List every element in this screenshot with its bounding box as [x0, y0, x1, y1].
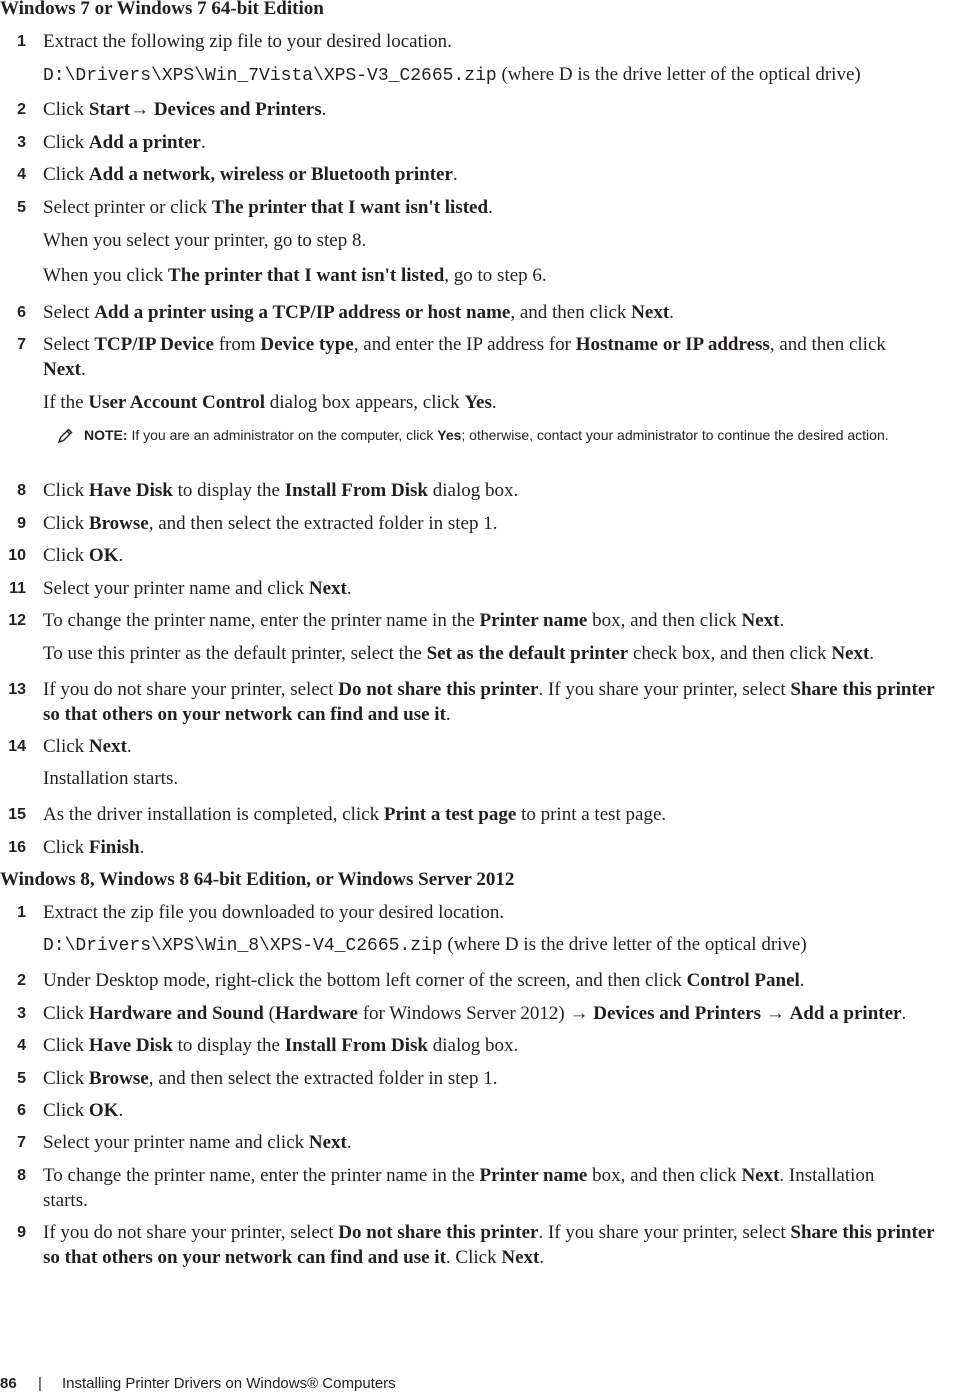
text-fragment: Click [43, 736, 89, 757]
step-text [43, 803, 666, 827]
text-fragment: . [80, 359, 86, 380]
step-text [43, 1067, 497, 1091]
text-fragment: . [869, 643, 875, 664]
step-text [43, 678, 935, 702]
step-number: 5 [17, 199, 26, 216]
bold-ui-term: The printer that I want isn't listed [211, 197, 489, 218]
step-number: 1 [17, 33, 26, 50]
bold-ui-term: Finish [88, 837, 140, 858]
step-number: 6 [17, 1102, 26, 1119]
text-fragment: As the driver installation is completed, click [43, 804, 384, 825]
text-fragment: , and then click [510, 302, 632, 323]
text-fragment: . [669, 302, 674, 323]
text-fragment: To change the printer name, enter the printer name in the [43, 1165, 480, 1186]
text-fragment: . [779, 610, 785, 631]
step-text [43, 1221, 935, 1245]
step-number: 8 [17, 482, 26, 499]
text-fragment: . [321, 99, 327, 120]
page-number: 86 [0, 1375, 17, 1392]
bold-ui-term: Next [741, 1165, 780, 1186]
step-text: Extract the following zip file to your desired location. [43, 31, 452, 52]
text-fragment: . Click [445, 1247, 502, 1268]
step-number: 14 [8, 738, 26, 755]
text-fragment: If you are an administrator on the computer, click [127, 427, 438, 443]
bold-ui-term: Do not share this printer [338, 679, 539, 700]
path-note: (where D is the drive letter of the optical drive) [442, 934, 807, 955]
bold-ui-term: Next [43, 359, 81, 380]
bold-ui-term: The printer that I want isn't listed [168, 265, 445, 286]
bold-ui-term: Share this printer [790, 1222, 935, 1243]
step-text [43, 1002, 906, 1026]
bold-ui-term: so that others on your network can find and use it [43, 704, 446, 725]
text-fragment: Click [43, 1035, 89, 1056]
step-text: Installation starts. [43, 768, 179, 789]
text-fragment: . [539, 1247, 545, 1268]
bold-ui-term: Devices and Printers [593, 1003, 762, 1024]
bold-ui-term: User Account Control [88, 392, 265, 413]
bold-ui-term: Next [88, 736, 127, 757]
text-fragment: . [452, 164, 458, 185]
text-fragment: Select [43, 334, 95, 355]
bold-ui-term: Next [308, 578, 347, 599]
bold-ui-term: Add a printer using a TCP/IP address or host name [94, 302, 511, 323]
bold-ui-term: Add a network, wireless or Bluetooth printer [88, 164, 453, 185]
bold-ui-term: Hardware [274, 1003, 358, 1024]
text-fragment: , and then select the extracted folder in step 1. [148, 513, 498, 534]
text-fragment: Select [43, 302, 95, 323]
text-fragment: Click [43, 545, 89, 566]
step-number: 1 [17, 904, 26, 921]
step-text [43, 1099, 123, 1123]
text-fragment: To change the printer name, enter the printer name in the [43, 610, 480, 631]
page-footer [0, 1372, 967, 1396]
text-fragment: Under Desktop mode, right-click the bottom left corner of the screen, and then click [43, 970, 687, 991]
text-fragment: . [118, 1100, 124, 1121]
bold-ui-term: Control Panel [686, 970, 800, 991]
step-text [43, 512, 497, 536]
text-fragment: . [799, 970, 805, 991]
text-fragment: If you do not share your printer, select [43, 679, 339, 700]
step-text [43, 933, 807, 958]
step-text [43, 1034, 518, 1058]
bold-ui-term: Install From Disk [284, 480, 428, 501]
step-text [43, 264, 547, 288]
step-number: 10 [8, 547, 26, 564]
step-text [43, 1131, 352, 1155]
bold-ui-term: OK [88, 545, 119, 566]
step-text [43, 163, 458, 187]
text-fragment: box, and then click [587, 610, 742, 631]
step-number: 2 [17, 101, 26, 118]
bold-ui-term: Next [308, 1132, 347, 1153]
step-number: 9 [17, 515, 26, 532]
text-fragment: . [491, 392, 497, 413]
text-fragment: to print a test page. [516, 804, 667, 825]
text-fragment: Click [43, 480, 89, 501]
section-heading: Windows 8, Windows 8 64-bit Edition, or Windows Server 2012 [0, 869, 515, 890]
step-text [43, 735, 132, 759]
text-fragment: Click [43, 99, 89, 120]
text-fragment: , and then select the extracted folder in step 1. [148, 1068, 498, 1089]
note-label: NOTE: [84, 427, 128, 443]
step-text [43, 703, 451, 727]
text-fragment: , and enter the IP address for [353, 334, 576, 355]
text-fragment: → [130, 99, 154, 120]
text-fragment: Click [43, 132, 89, 153]
bold-ui-term: Share this printer [790, 679, 935, 700]
step-number: 3 [17, 134, 26, 151]
text-fragment: If the [43, 392, 89, 413]
bold-ui-term: Hostname or IP address [575, 334, 770, 355]
text-fragment: . [139, 837, 145, 858]
text-fragment: Click [43, 1003, 89, 1024]
text-fragment: . [901, 1003, 907, 1024]
bold-ui-term: Devices and Printers [153, 99, 322, 120]
bold-ui-term: Next [631, 302, 670, 323]
bold-ui-term: Browse [88, 513, 149, 534]
step-text [43, 1164, 874, 1188]
text-fragment: , go to step 6. [444, 265, 547, 286]
text-fragment: . [488, 197, 493, 218]
text-fragment: dialog box. [427, 1035, 519, 1056]
bold-ui-term: Do not share this printer [338, 1222, 539, 1243]
step-text [43, 196, 493, 220]
section-heading: Windows 7 or Windows 7 64-bit Edition [0, 0, 324, 19]
bold-ui-term: Have Disk [88, 480, 173, 501]
step-number: 2 [17, 972, 26, 989]
step-number: 7 [17, 1134, 26, 1151]
text-fragment: Click [43, 1068, 89, 1089]
step-number: 7 [17, 336, 26, 353]
text-fragment: dialog box. [427, 480, 519, 501]
bold-ui-term: Yes [437, 427, 462, 443]
bold-ui-term: Browse [88, 1068, 149, 1089]
text-fragment: . [200, 132, 206, 153]
step-text: starts. [43, 1190, 88, 1211]
bold-ui-term: Set as the default printer [426, 643, 629, 664]
text-fragment: To use this printer as the default printer, select the [43, 643, 427, 664]
text-fragment: ; otherwise, contact your administrator to continue the desired action. [461, 427, 889, 443]
text-fragment: Select printer or click [43, 197, 212, 218]
bold-ui-term: so that others on your network can find and use it [43, 1247, 446, 1268]
step-text [43, 969, 805, 993]
step-text [43, 544, 123, 568]
step-text [43, 301, 674, 325]
text-fragment: . [346, 1132, 352, 1153]
pencil-icon [56, 427, 74, 445]
step-number: 12 [8, 612, 26, 629]
text-fragment: dialog box appears, click [265, 392, 465, 413]
text-fragment: . [118, 545, 124, 566]
text-fragment: . Installation [779, 1165, 875, 1186]
bold-ui-term: OK [88, 1100, 119, 1121]
text-fragment: Click [43, 513, 89, 534]
text-fragment: . [445, 704, 451, 725]
text-fragment: . [126, 736, 132, 757]
text-fragment: from [213, 334, 261, 355]
step-text [43, 131, 206, 155]
text-fragment: . If you share your printer, select [538, 679, 791, 700]
text-fragment: Select your printer name and click [43, 1132, 309, 1153]
text-fragment: Click [43, 164, 89, 185]
bold-ui-term: Start [88, 99, 131, 120]
step-number: 4 [17, 166, 26, 183]
step-text [43, 63, 861, 88]
text-fragment: When you click [43, 265, 169, 286]
bold-ui-term: Next [831, 643, 870, 664]
step-number: 3 [17, 1005, 26, 1022]
bold-ui-term: TCP/IP Device [94, 334, 214, 355]
file-path: D:\Drivers\XPS\Win_7Vista\XPS-V3_C2665.zip [43, 66, 497, 86]
bold-ui-term: Printer name [479, 610, 588, 631]
text-fragment: check box, and then click [628, 643, 832, 664]
bold-ui-term: Add a printer [789, 1003, 902, 1024]
step-text [43, 358, 86, 382]
step-text [43, 391, 497, 415]
bold-ui-term: Next [501, 1247, 540, 1268]
text-fragment: ( [263, 1003, 275, 1024]
step-text [43, 577, 352, 601]
text-fragment: for Windows Server 2012) → [357, 1003, 594, 1024]
step-text: When you select your printer, go to step 8. [43, 230, 367, 251]
bold-ui-term: Print a test page [383, 804, 517, 825]
step-text [43, 479, 518, 503]
text-fragment: to display the [172, 480, 285, 501]
step-number: 8 [17, 1167, 26, 1184]
file-path: D:\Drivers\XPS\Win_8\XPS-V4_C2665.zip [43, 936, 443, 956]
step-text [43, 642, 874, 666]
bold-ui-term: Next [741, 610, 780, 631]
text-fragment: If you do not share your printer, select [43, 1222, 339, 1243]
bold-ui-term: Hardware and Sound [88, 1003, 264, 1024]
step-text [43, 609, 784, 633]
text-fragment: to display the [172, 1035, 285, 1056]
step-text: Extract the zip file you downloaded to your desired location. [43, 902, 505, 923]
bold-ui-term: Yes [464, 392, 492, 413]
step-number: 9 [17, 1224, 26, 1241]
step-number: 16 [8, 839, 26, 856]
step-text [43, 836, 144, 860]
step-text [43, 1246, 544, 1270]
text-fragment: box, and then click [587, 1165, 742, 1186]
text-fragment: Select your printer name and click [43, 578, 309, 599]
path-note: (where D is the drive letter of the optical drive) [496, 64, 861, 85]
footer-title: Installing Printer Drivers on Windows® Computers [62, 1375, 396, 1392]
bold-ui-term: Device type [260, 334, 354, 355]
footer-separator: | [38, 1375, 42, 1392]
step-number: 15 [8, 806, 26, 823]
step-number: 4 [17, 1037, 26, 1054]
text-fragment: → [761, 1003, 790, 1024]
bold-ui-term: Have Disk [88, 1035, 173, 1056]
step-number: 5 [17, 1070, 26, 1087]
step-text [43, 98, 326, 122]
step-number: 11 [9, 580, 26, 597]
step-number: 6 [17, 304, 26, 321]
text-fragment: Click [43, 837, 89, 858]
text-fragment: . [346, 578, 352, 599]
bold-ui-term: Add a printer [88, 132, 201, 153]
text-fragment: , and then click [769, 334, 886, 355]
note-text [84, 424, 964, 446]
step-text [43, 333, 886, 357]
bold-ui-term: Install From Disk [284, 1035, 428, 1056]
text-fragment: Click [43, 1100, 89, 1121]
text-fragment: . If you share your printer, select [538, 1222, 791, 1243]
bold-ui-term: Printer name [479, 1165, 588, 1186]
step-number: 13 [8, 681, 26, 698]
